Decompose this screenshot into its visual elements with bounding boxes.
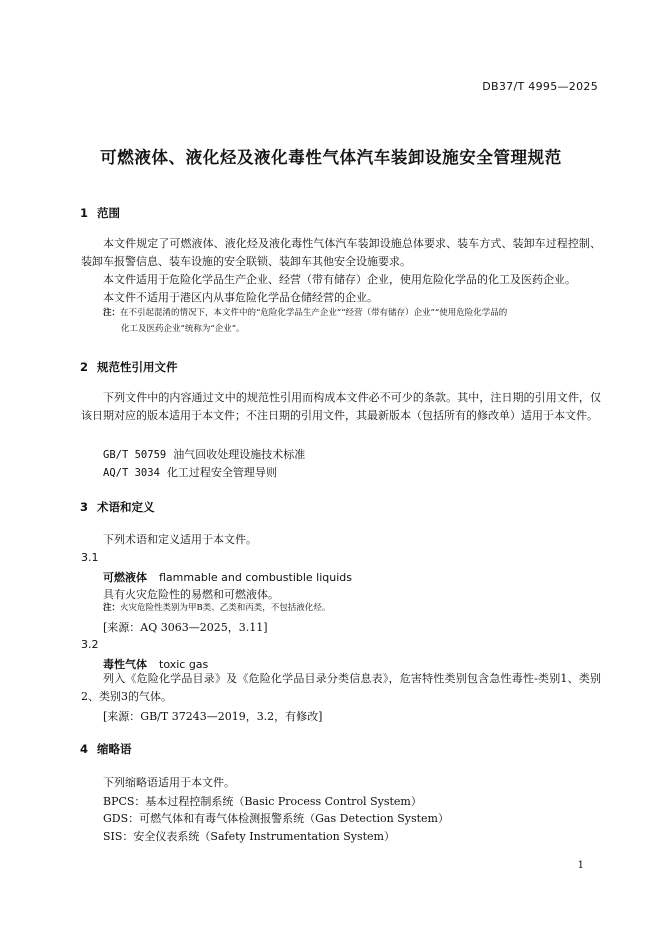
section-number: 2	[80, 360, 89, 374]
reference-code: GB/T 50759	[103, 449, 167, 461]
abbreviations-intro: 下列缩略语适用于本文件。	[103, 776, 235, 789]
document-title: 可燃液体、液化烃及液化毒性气体汽车装卸设施安全管理规范	[100, 148, 562, 167]
term-number: 3.1	[81, 551, 99, 564]
section-title: 术语和定义	[97, 500, 155, 514]
section-number: 4	[80, 742, 89, 756]
reference-item	[103, 464, 277, 480]
reference-code: AQ/T 3034	[103, 467, 160, 479]
scope-paragraph-1: 本文件规定了可燃液体、液化烃及液化毒性气体汽车装卸设施总体要求、装车方式、装卸车过程控制、装卸车报警信息、装车设施的安全联锁、装卸车其他安全设施要求。	[81, 237, 601, 268]
abbreviation-item: GDS：可燃气体和有毒气体检测报警系统（Gas Detection System）	[103, 812, 449, 825]
term-chinese: 可燃液体	[103, 571, 147, 584]
term-number: 3.2	[81, 638, 99, 651]
term-definition: 具有火灾危险性的易燃和可燃液体。	[103, 588, 279, 601]
normative-references-paragraph: 下列文件中的内容通过文中的规范性引用而构成本文件必不可少的条款。其中，注日期的引用文件，仅该日期对应的版本适用于本文件；不注日期的引用文件，其最新版本（包括所有的修改单）适用于本文件。	[81, 391, 601, 422]
reference-item	[103, 446, 305, 462]
section-1-heading	[80, 205, 120, 221]
reference-title: 化工过程安全管理导则	[166, 466, 277, 479]
term-english: flammable and combustible liquids	[159, 571, 353, 584]
term-definition: 列入《危险化学品目录》及《危险化学品目录分类信息表》，危害特性类别包含急性毒性-类别1、类别2、类别3的气体。	[81, 672, 601, 703]
section-title: 规范性引用文件	[97, 360, 178, 374]
term-note	[103, 600, 603, 616]
section-title: 范围	[97, 206, 120, 220]
term-source: [来源：AQ 3063—2025，3.11]	[103, 621, 268, 634]
reference-title: 油气回收处理设施技术标准	[173, 448, 306, 461]
section-2-heading	[80, 359, 178, 375]
scope-paragraph-2: 本文件适用于危险化学品生产企业、经营（带有储存）企业，使用危险化学品的化工及医药企业。	[103, 273, 576, 286]
section-title: 缩略语	[97, 742, 132, 756]
term-chinese: 毒性气体	[103, 658, 147, 671]
document-code: DB37/T 4995—2025	[482, 80, 598, 93]
term-english: toxic gas	[159, 658, 209, 671]
section-3-heading	[80, 499, 155, 515]
note-text-line-2: 化工及医药企业”统称为“企业”。	[121, 324, 245, 334]
term-entry	[103, 569, 352, 585]
section-4-heading	[80, 741, 132, 757]
term-source: [来源：GB/T 37243—2019，3.2，有修改]	[103, 710, 323, 723]
scope-paragraph-3: 本文件不适用于港区内从事危险化学品仓储经营的企业。	[103, 291, 378, 304]
page-number: 1	[577, 860, 584, 871]
note-text: 火灾危险性类别为甲B类、乙类和丙类，不包括液化烃。	[120, 603, 331, 613]
abbreviation-item: BPCS：基本过程控制系统（Basic Process Control System）	[103, 795, 422, 808]
section-number: 1	[80, 206, 89, 220]
scope-note	[103, 305, 603, 337]
note-label: 注：	[103, 603, 121, 613]
terms-intro: 下列术语和定义适用于本文件。	[103, 533, 257, 546]
section-number: 3	[80, 500, 89, 514]
note-text-line-1: 在不引起混淆的情况下，本文件中的“危险化学品生产企业”“经营（带有储存）企业”“使用危险化学品的	[120, 308, 508, 318]
note-label: 注：	[103, 308, 121, 318]
abbreviation-item: SIS：安全仪表系统（Safety Instrumentation System）	[103, 830, 395, 843]
